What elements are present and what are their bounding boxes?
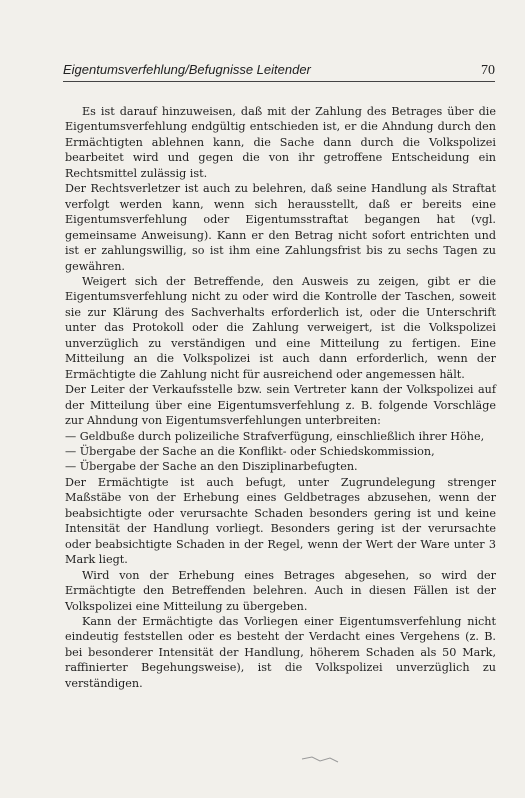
smudge-icon — [300, 752, 340, 766]
header-title: Eigentumsverfehlung/Befugnisse Leitender — [63, 62, 311, 77]
running-header — [63, 62, 495, 79]
paragraph: Der Ermächtigte ist auch befugt, unter Zugrundelegung strenger Maßstäbe von der Erhebung eines Geldbetrages abzusehen, wenn der beabsichtigte oder verursachte Schaden besonders gering ist und keine Intensität der Handlung vorliegt. Besonders gering ist der verursachte oder beabsichtigte Schaden in der Regel, wenn der Wert der Ware unter 3 Mark liegt. — [65, 475, 496, 567]
header-rule — [63, 81, 495, 82]
paragraph: Es ist darauf hinzuweisen, daß mit der Zahlung des Betrages über die Eigentumsverfehlung endgültig entschieden ist, er die Ahndung durch den Ermächtigten ablehnen kann, die Sache dann durch die Volkspolizei bearbeitet wird und gegen die von ihr getroffene Entscheidung ein Rechtsmittel zulässig ist. — [65, 105, 496, 180]
smudge-mark — [300, 752, 340, 769]
paragraph: Der Leiter der Verkaufsstelle bzw. sein Vertreter kann der Volkspolizei auf der Mitteilung über eine Eigentumsverfehlung z. B. folgende Vorschläge zur Ahndung von Eigentumsverfehlungen unterbreiten: — [65, 383, 496, 428]
paragraph: Kann der Ermächtigte das Vorliegen einer Eigentumsverfehlung nicht eindeutig feststellen oder es besteht der Verdacht eines Vergehens (z. B. bei besonderer Intensität der Handlung, höherem Schaden als 50 Mark, raffinierter Begehungsweise), ist die Volkspolizei unverzüglich zu verständigen. — [65, 614, 496, 690]
list-item: — Übergabe der Sache an die Konflikt- oder Schiedskommission, — [65, 444, 435, 458]
body-text — [65, 104, 496, 691]
list-item: — Übergabe der Sache an den Disziplinarbefugten. — [65, 460, 358, 474]
list-item: — Geldbuße durch polizeiliche Strafverfügung, einschließlich ihrer Höhe, — [65, 429, 485, 443]
page-number: 70 — [481, 63, 495, 78]
paragraph: Der Rechtsverletzer ist auch zu belehren, daß seine Handlung als Straftat verfolgt werden kann, wenn sich herausstellt, daß er bereits eine Eigentumsverfehlung oder Eigentumsstraftat begangen hat (vgl. gemeinsame Anweisung). Kann er den Betrag nicht sofort entrichten und ist er zahlungswillig, so ist ihm eine Zahlungsfrist bis zu sechs Tagen zu gewähren. — [65, 182, 496, 273]
paragraph: Weigert sich der Betreffende, den Ausweis zu zeigen, gibt er die Eigentumsverfehlung nicht zu oder wird die Kontrolle der Taschen, soweit sie zur Klärung des Sachverhalts erforderlich ist, oder die Unterschrift unter das Protokoll oder die Zahlung verweigert, ist die Volkspolizei unverzüglich zu verständigen und eine Mitteilung zu fertigen. Eine Mitteilung an die Volkspolizei ist auch dann erforderlich, wenn der Ermächtigte die Zahlung nicht für ausreichend oder angemessen hält. — [65, 274, 496, 381]
paragraph: Wird von der Erhebung eines Betrages abgesehen, so wird der Ermächtigte den Betreffenden belehren. Auch in diesen Fällen ist der Volkspolizei eine Mitteilung zu übergeben. — [65, 568, 496, 613]
